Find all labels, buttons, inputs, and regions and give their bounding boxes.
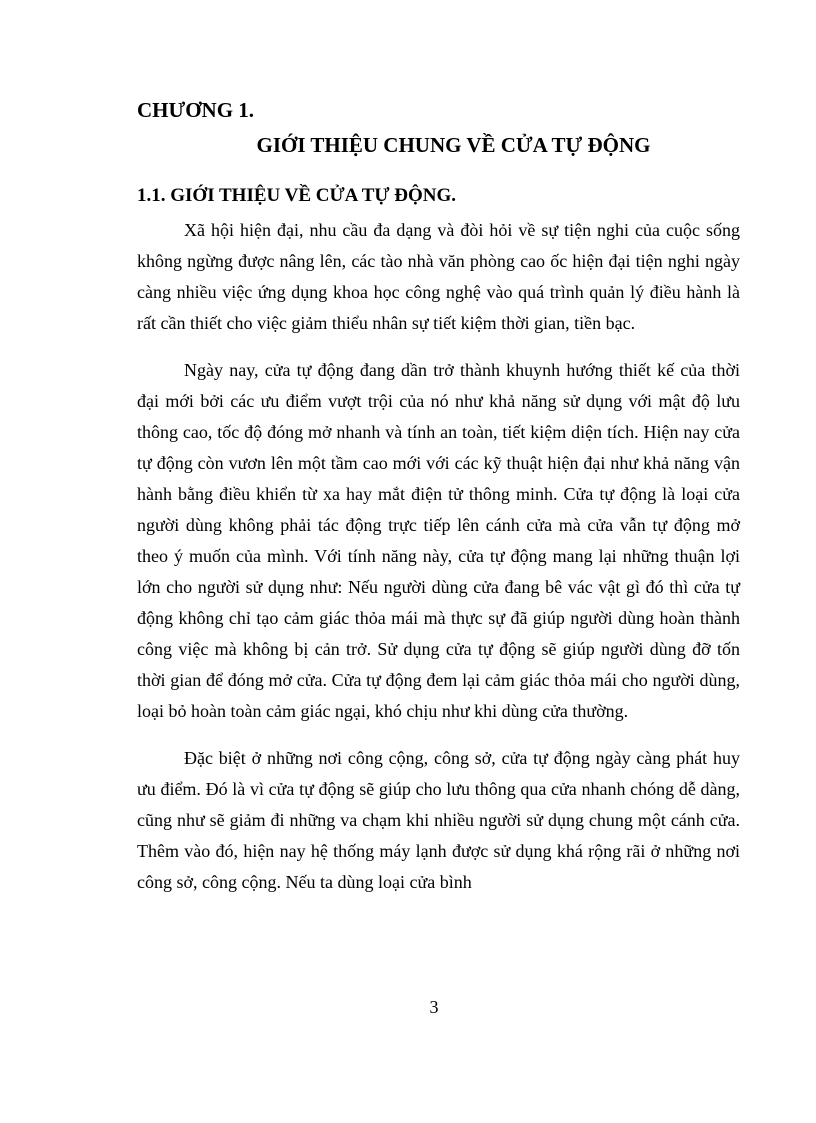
chapter-label: CHƯƠNG 1. <box>137 98 255 122</box>
paragraph-3: Đặc biệt ở những nơi công cộng, công sở, cửa tự động ngày càng phát huy ưu điểm. Đó là vì cửa tự động sẽ giúp cho lưu thông qua cửa nhanh chóng dễ dàng, cũng như sẽ giảm đi những va chạm khi nhiều người sử dụng chung một cánh cửa. Thêm vào đó, hiện nay hệ thống máy lạnh được sử dụng khá rộng rãi ở những nơi công sở, công cộng. Nếu ta dùng loại cửa bình <box>137 748 740 892</box>
page-number: 3 <box>429 997 439 1017</box>
chapter-title: GIỚI THIỆU CHUNG VỀ CỬA TỰ ĐỘNG <box>256 133 651 157</box>
paragraph-2: Ngày nay, cửa tự động đang dần trở thành khuynh hướng thiết kế của thời đại mới bởi các ưu điểm vượt trội của nó như khả năng sử dụng với mật độ lưu thông cao, tốc độ đóng mở nhanh và tính an toàn, tiết kiệm diện tích. Hiện nay cửa tự động còn vươn lên một tầm cao mới với các kỹ thuật hiện đại như khả năng vận hành bằng điều khiển từ xa hay mắt điện tử thông minh. Cửa tự động là loại cửa người dùng không phải tác động trực tiếp lên cánh cửa mà cửa vẫn tự động mở theo ý muốn của mình. Với tính năng này, cửa tự động mang lại những thuận lợi lớn cho người sử dụng như: Nếu người dùng cửa đang bê vác vật gì đó thì cửa tự động không chỉ tạo cảm giác thỏa mái mà thực sự đã giúp người dùng hoàn thành công việc mà không bị cản trở. Sử dụng cửa tự động sẽ giúp người dùng đỡ tốn thời gian để đóng mở cửa. Cửa tự động đem lại cảm giác thỏa mái cho người dùng, loại bỏ hoàn toàn cảm giác ngại, khó chịu như khi dùng cửa thường. <box>137 360 740 721</box>
body-text <box>137 215 740 914</box>
paragraph-1: Xã hội hiện đại, nhu cầu đa dạng và đòi hỏi về sự tiện nghi của cuộc sống không ngừng được nâng lên, các tào nhà văn phòng cao ốc hiện đại tiện nghi ngày càng nhiều việc ứng dụng khoa học công nghệ vào quá trình quản lý điều hành là rất cần thiết cho việc giảm thiểu nhân sự tiết kiệm thời gian, tiền bạc. <box>137 220 740 333</box>
section-heading: 1.1. GIỚI THIỆU VỀ CỬA TỰ ĐỘNG. <box>137 185 457 206</box>
